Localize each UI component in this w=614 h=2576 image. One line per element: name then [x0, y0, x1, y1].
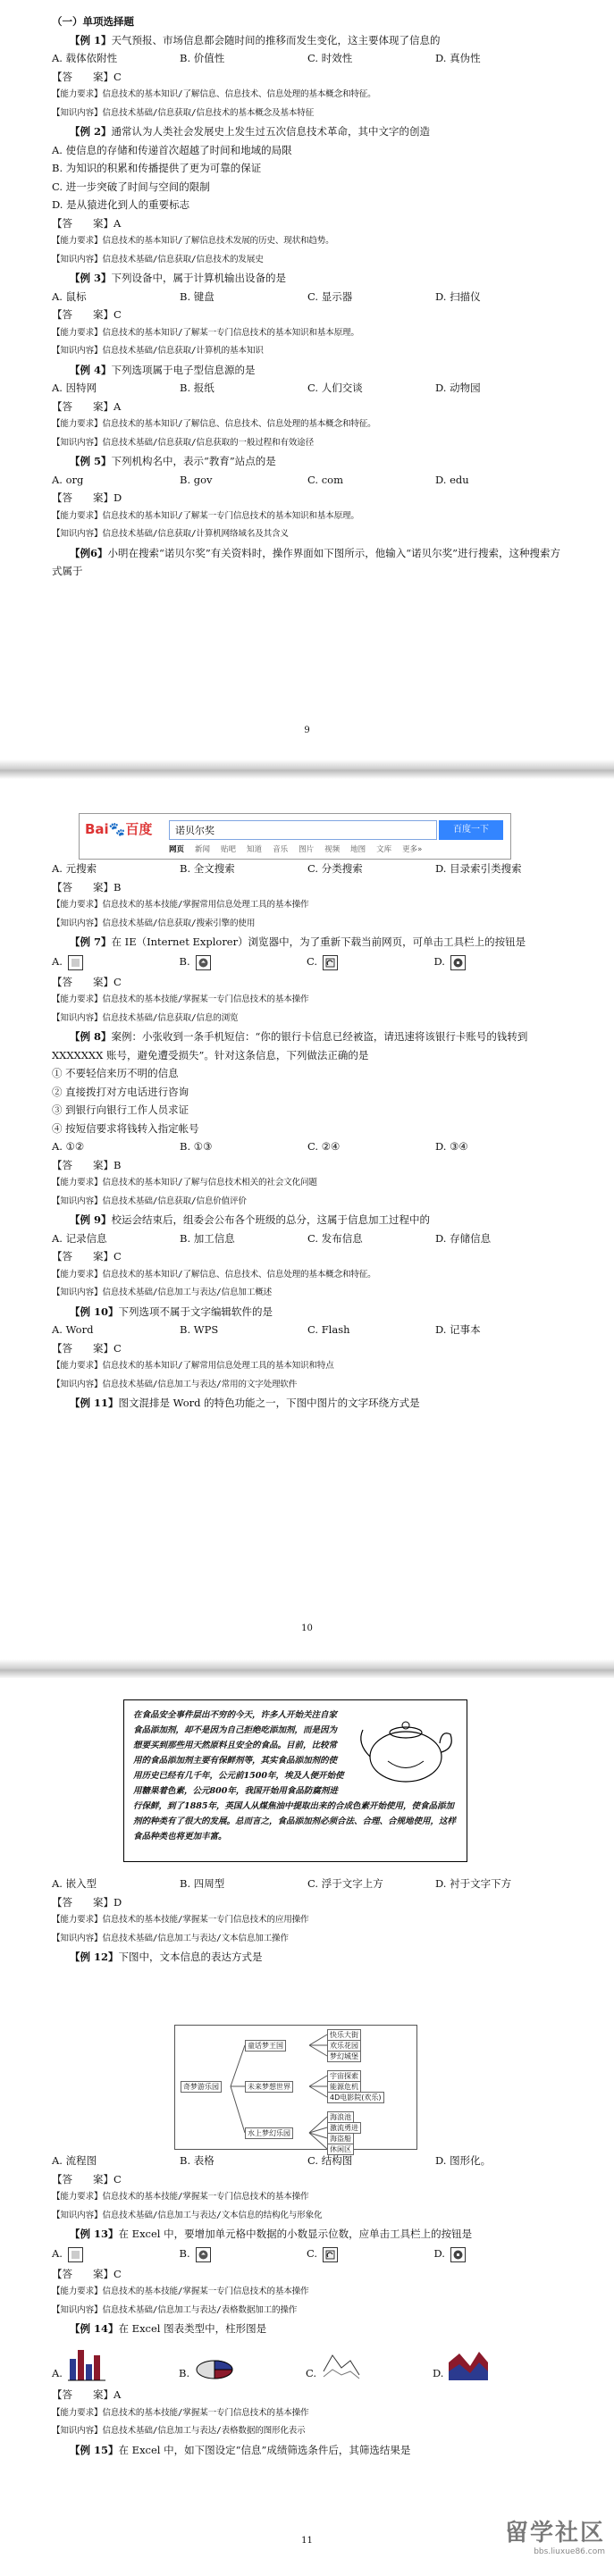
search-tab-6[interactable]: 视频: [324, 845, 341, 854]
question-text: 案例：小张收到一条手机短信：“你的银行卡信息已经被盗，请迅速将该银行卡账号的钱转到 XXXXXXX 账号，避免遭受损失”。针对这条信息，下列做法正确的是: [52, 1030, 528, 1061]
explanation-line: 【能力要求】信息技术的基本知识/了解某一专门信息技术的基本知识和基本原理。: [52, 327, 359, 338]
question-text: 通常认为人类社会发展史上发生过五次信息技术革命，其中文字的创造: [111, 125, 431, 138]
search-tab-4[interactable]: 音乐: [273, 845, 289, 854]
toolbar-button-icon: [196, 2247, 211, 2262]
option-row: [52, 1137, 561, 1156]
option-label: B.: [179, 2247, 190, 2261]
search-tab-7[interactable]: 地图: [350, 845, 366, 854]
search-tab-1[interactable]: 新闻: [195, 845, 211, 854]
text-line: B. 为知识的积累和传播提供了更为可靠的保证: [52, 162, 262, 174]
option-item: D. 存储信息: [435, 1231, 492, 1245]
question-stem: [52, 31, 561, 50]
explanation-line: 【能力要求】信息技术的基本知识/了解与信息技术相关的社会文化问题: [52, 1178, 317, 1187]
sample-paragraph: 在食品安全事件层出不穷的今天，许多人开始关注自家食品添加剂，却不是因为自己拒绝吃添加剂，而是因为想要买到那些用天然原料且安全的食品。目前，比较常用的食品添加剂主要有保鲜剂等，其实食品添加剂的使用历史已经有几千年，公元前1500年，埃及人便开始使用糖果着色素，公元800年，我国开始用食品防腐剂进行保鲜，到了1885年，英国人从煤焦油中提取出来的合成色素开始使用，使食品添加剂的种类有了很大的发展。总而言之，食品添加剂必须合法、合理、合规地使用，这样食品种类也将更加丰富。: [133, 1710, 457, 1842]
toolbar-button-icon: [68, 2247, 83, 2262]
question-number: 【例 3】: [70, 272, 112, 284]
page-11-content-a: [52, 1875, 561, 1967]
explanation-line: 【知识内容】信息技术基础/信息加工与表达/表格数据的图形化表示: [52, 2426, 306, 2436]
question-stem: [52, 1028, 561, 1064]
search-button[interactable]: 百度一下: [439, 820, 503, 840]
question-number: 【例 8】: [70, 1030, 112, 1043]
option-item: C. 人们交谈: [307, 382, 363, 394]
option-item: D. 真伪性: [435, 52, 481, 64]
option-row: [52, 49, 561, 68]
explanation-line: 【知识内容】信息技术基础/信息获取/搜索引擎的使用: [52, 918, 256, 928]
question-text: 下列机构名中，表示“教育”站点的是: [111, 455, 276, 467]
mindmap-figure: [174, 2025, 417, 2153]
text-line: ③ 到银行向银行工作人员求证: [52, 1103, 189, 1116]
pie-chart-icon: [193, 2352, 236, 2382]
option-item: C. Flash: [307, 1323, 350, 1336]
explanation-line: 【知识内容】信息技术基础/信息获取/计算机的基本知识: [52, 346, 264, 356]
text-line: 【答 案】D: [52, 1895, 122, 1909]
option-label: C.: [307, 2247, 318, 2261]
explanation-line: 【知识内容】信息技术基础/信息加工与表达/信息加工概述: [52, 1288, 272, 1297]
text-line: 【答 案】B: [52, 1158, 122, 1171]
question-text: 下列设备中，属于计算机输出设备的是: [111, 272, 287, 284]
option-row: [52, 471, 561, 490]
question-text: 下列选项属于电子型信息源的是: [111, 363, 256, 376]
option-item: A. 元搜索: [52, 862, 97, 875]
option-item: B. ①③: [180, 1140, 213, 1153]
question-stem: [52, 452, 561, 471]
option-item: B. 报纸: [180, 382, 214, 394]
mindmap-leaf: 能源危机: [327, 2081, 361, 2093]
page-number: 11: [301, 2536, 313, 2546]
page-11-content-b: [52, 2152, 561, 2338]
mindmap-branch: 水上梦幻乐园: [245, 2127, 293, 2139]
option-item: D. 衬于文字下方: [435, 1877, 512, 1890]
option-item: A. Word: [52, 1323, 94, 1336]
explanation-line: 【能力要求】信息技术的基本技能/掌握某一专门信息技术的应用操作: [52, 1915, 309, 1925]
option-label: A.: [52, 955, 63, 969]
option-item: B. 四周型: [180, 1877, 225, 1890]
page-11: [0, 1678, 614, 2576]
mindmap-branch: 未来梦想世界: [245, 2081, 293, 2093]
option-label: D.: [433, 2247, 445, 2261]
page-separator: [0, 759, 614, 779]
text-line: ④ 按短信要求将钱转入指定帐号: [52, 1121, 199, 1135]
option-label: C.: [306, 2366, 317, 2379]
explanation-line: 【知识内容】信息技术基础/信息加工与表达/文本信息的结构化与形象化: [52, 2210, 323, 2220]
question-text: 在 Excel 中，如下图设定“信息”成绩筛选条件后，其筛选结果是: [118, 2443, 411, 2456]
text-line: ① 不要轻信来历不明的信息: [52, 1067, 179, 1079]
question-number: 【例 12】: [70, 1951, 119, 1963]
option-item: D. 目录索引类搜索: [435, 862, 522, 875]
explanation-line: 【知识内容】信息技术基础/信息获取/信息价值评价: [52, 1196, 247, 1206]
page-separator: [0, 1659, 614, 1679]
option-row: [52, 1229, 561, 1248]
option-label: A.: [52, 2366, 63, 2379]
question-text: 小明在搜索“诺贝尔奖”有关资料时，操作界面如下图所示，他输入“诺贝尔奖”进行搜索，这种搜索方式属于: [52, 546, 561, 577]
explanation-line: 【知识内容】信息技术基础/信息获取/信息的浏览: [52, 1012, 239, 1023]
question-number: 【例 4】: [70, 363, 112, 376]
mindmap-leaf: 海浪池: [327, 2111, 354, 2123]
search-tab-3[interactable]: 知道: [247, 845, 263, 854]
option-item: D. 图形化。: [435, 2154, 492, 2167]
option-item: [52, 952, 180, 971]
question-number: 【例 15】: [70, 2443, 119, 2456]
baidu-logo: Bai🐾百度: [85, 821, 153, 837]
mindmap-leaf: 激流勇进: [327, 2122, 361, 2134]
chart-option-d: [433, 2345, 559, 2382]
question-stem: [52, 269, 561, 288]
option-item: [180, 952, 307, 971]
text-line: 【答 案】C: [52, 308, 122, 321]
toolbar-button-icon: [450, 2247, 466, 2262]
page-10: [0, 779, 614, 1659]
line-chart-icon: [320, 2345, 363, 2382]
question-number: 【例 5】: [70, 455, 112, 467]
question-number: 【例 14】: [70, 2322, 119, 2335]
option-item: B. 价值性: [180, 52, 225, 64]
search-tab-2[interactable]: 贴吧: [221, 845, 237, 854]
mindmap-leaf: 快乐大街: [327, 2029, 361, 2041]
toolbar-button-icon: [323, 2247, 338, 2262]
icon-option-row: [52, 2244, 561, 2265]
option-item: C. 结构图: [307, 2154, 353, 2167]
logo-text-c: 百度: [125, 821, 153, 837]
text-line: 【答 案】A: [52, 2388, 122, 2401]
option-item: A. 流程图: [52, 2154, 97, 2167]
mindmap-leaf: 梦幻城堡: [327, 2051, 361, 2062]
explanation-line: 【能力要求】信息技术的基本知识/了解信息、信息技术、信息处理的基本概念和特征。: [52, 1269, 376, 1280]
question-number: 【例 1】: [70, 33, 112, 46]
area-chart-icon: [447, 2345, 490, 2382]
text-line: D. 是从猿进化到人的重要标志: [52, 198, 190, 211]
option-item: D. 动物园: [435, 382, 481, 394]
question-text: 校运会结束后，组委会公布各个班级的总分，这属于信息加工过程中的: [111, 1213, 431, 1226]
question-stem: [52, 1394, 561, 1413]
text-line: 【答 案】C: [52, 1250, 122, 1263]
question-stem: [52, 544, 561, 581]
option-item: A. org: [52, 473, 84, 486]
page-number: 10: [301, 1624, 313, 1633]
option-item: A. 嵌入型: [52, 1877, 97, 1890]
question-number: 【例 9】: [70, 1213, 112, 1226]
question-text: 天气预报、市场信息都会随时间的推移而发生变化，这主要体现了信息的: [111, 33, 441, 46]
option-label: B.: [179, 955, 190, 969]
explanation-line: 【知识内容】信息技术基础/信息获取/信息技术的发展史: [52, 254, 264, 264]
option-item: D. edu: [435, 473, 469, 486]
mindmap-leaf: 海盗船: [327, 2133, 354, 2144]
search-tab-8[interactable]: 文库: [376, 845, 392, 854]
mindmap-leaf: 4D电影院(欢乐): [327, 2092, 384, 2103]
chart-option-a: [52, 2345, 179, 2382]
option-item: [307, 2245, 434, 2263]
site-watermark: [505, 2514, 605, 2556]
question-text: 下列选项不属于文字编辑软件的是: [118, 1305, 273, 1318]
text-line: 【答 案】C: [52, 70, 122, 83]
search-input[interactable]: 诺贝尔奖: [169, 820, 437, 840]
option-item: A. 因特网: [52, 382, 97, 394]
explanation-line: 【知识内容】信息技术基础/信息获取/信息获取的一般过程和有效途径: [52, 437, 314, 448]
option-item: C. 分类搜索: [307, 862, 363, 875]
toolbar-button-icon: [196, 955, 211, 970]
explanation-line: 【知识内容】信息技术基础/信息加工与表达/常用的文字处理软件: [52, 1379, 298, 1389]
text-line: 【答 案】C: [52, 2172, 122, 2186]
question-stem: [52, 361, 561, 380]
search-tab-5[interactable]: 图片: [299, 845, 315, 854]
chart-options: [52, 2336, 561, 2382]
page-10-content: [52, 860, 561, 1413]
option-label: D.: [433, 2366, 444, 2379]
question-number: 【例6】: [70, 546, 108, 559]
mindmap-root: 奇梦游乐园: [181, 2081, 222, 2093]
explanation-line: 【能力要求】信息技术的基本知识/了解信息、信息技术、信息处理的基本概念和特征。: [52, 419, 376, 429]
option-item: [434, 2245, 562, 2263]
watermark-url: bbs.liuxue86.com: [534, 2547, 605, 2556]
text-line: C. 进一步突破了时间与空间的限制: [52, 180, 210, 193]
text-wrap-sample: [123, 1699, 467, 1862]
toolbar-button-icon: [323, 955, 338, 970]
explanation-line: 【能力要求】信息技术的基本知识/了解信息技术发展的历史、现状和趋势。: [52, 236, 334, 246]
text-line: A. 使信息的存储和传递首次超越了时间和地域的局限: [52, 143, 292, 156]
question-stem: [52, 122, 561, 141]
option-item: [180, 2245, 307, 2263]
option-item: B. gov: [180, 473, 213, 486]
option-item: C. 发布信息: [307, 1231, 363, 1245]
question-number: 【例 2】: [70, 125, 112, 138]
teapot-illustration: [352, 1708, 458, 1788]
question-stem: [52, 2225, 561, 2244]
mindmap-leaf: 休闲区: [327, 2144, 354, 2155]
toolbar-button-icon: [68, 955, 83, 970]
text-line: 【答 案】C: [52, 975, 122, 988]
option-label: A.: [52, 2247, 63, 2261]
option-item: D. 记事本: [435, 1323, 481, 1336]
option-item: C. com: [307, 473, 343, 486]
page-11-content-c: [52, 2386, 561, 2459]
option-item: B. 加工信息: [180, 1231, 235, 1245]
option-item: [52, 2245, 180, 2263]
question-text: 下图中，文本信息的表达方式是: [118, 1951, 263, 1963]
option-row: [52, 1321, 561, 1339]
page-9-content: [52, 13, 561, 581]
search-tabs: [169, 843, 433, 854]
question-number: 【例 10】: [70, 1305, 119, 1318]
option-row: [52, 288, 561, 306]
question-number: 【例 7】: [70, 936, 112, 948]
question-number: 【例 13】: [70, 2228, 119, 2240]
explanation-line: 【知识内容】信息技术基础/信息加工与表达/表格数据加工的操作: [52, 2304, 298, 2315]
toolbar-button-icon: [450, 955, 466, 970]
explanation-line: 【能力要求】信息技术的基本技能/掌握某一专门信息技术的基本操作: [52, 2287, 309, 2296]
question-stem: [52, 1211, 561, 1229]
option-item: B. 键盘: [180, 289, 214, 303]
option-item: C. 时效性: [307, 52, 353, 64]
column-chart-icon: [66, 2345, 109, 2382]
question-number: 【例 11】: [70, 1397, 119, 1409]
option-item: C. 显示器: [307, 289, 353, 303]
text-line: ② 直接拨打对方电话进行咨询: [52, 1085, 189, 1098]
mindmap-leaf: 欢乐花园: [327, 2040, 361, 2052]
option-label: C.: [307, 955, 318, 969]
explanation-line: 【能力要求】信息技术的基本技能/掌握某一专门信息技术的基本操作: [52, 2407, 309, 2418]
option-item: B. WPS: [180, 1323, 219, 1336]
chart-option-b: [179, 2352, 306, 2382]
search-tab-9[interactable]: 更多»: [402, 845, 423, 854]
explanation-line: 【能力要求】信息技术的基本技能/掌握常用信息处理工具的基本操作: [52, 900, 309, 910]
text-line: 【答 案】A: [52, 399, 122, 413]
option-item: C. 浮于文字上方: [307, 1877, 383, 1890]
text-line: 【答 案】C: [52, 2267, 122, 2280]
option-label: D.: [433, 955, 445, 969]
text-line: 【答 案】B: [52, 880, 122, 894]
option-item: D. 扫描仪: [435, 289, 481, 303]
option-item: A. ①②: [52, 1140, 85, 1153]
explanation-line: 【知识内容】信息技术基础/信息获取/计算机网络域名及其含义: [52, 529, 289, 539]
option-item: A. 记录信息: [52, 1231, 107, 1245]
mindmap-branch: 童话梦王国: [245, 2040, 286, 2052]
explanation-line: 【能力要求】信息技术的基本技能/掌握某一专门信息技术的基本操作: [52, 2192, 309, 2202]
option-label: B.: [179, 2366, 190, 2379]
option-row: [52, 2152, 561, 2170]
explanation-line: 【能力要求】信息技术的基本知识/了解常用信息处理工具的基本知识和特点: [52, 1361, 334, 1371]
chart-option-c: [306, 2345, 433, 2382]
option-item: A. 载体依附性: [52, 52, 118, 64]
question-text: 图文混排是 Word 的特色功能之一，下图中图片的文字环绕方式是: [118, 1397, 420, 1409]
explanation-line: 【知识内容】信息技术基础/信息获取/信息技术的基本概念及基本特征: [52, 107, 314, 118]
option-item: D. ③④: [435, 1140, 468, 1153]
option-item: [434, 952, 562, 971]
option-item: B. 全文搜索: [180, 862, 235, 875]
option-row: [52, 379, 561, 398]
question-text: 在 IE（Internet Explorer）浏览器中，为了重新下载当前网页，可单击工具栏上的按钮是: [111, 936, 526, 948]
option-item: C. ②④: [307, 1140, 341, 1153]
option-row: [52, 860, 561, 878]
option-item: [307, 952, 434, 971]
icon-option-row: [52, 952, 561, 973]
page-number: 9: [304, 726, 310, 735]
mindmap-leaf: 宇宙探索: [327, 2070, 361, 2082]
question-stem: [52, 933, 561, 952]
explanation-line: 【能力要求】信息技术的基本知识/了解某一专门信息技术的基本知识和基本原理。: [52, 510, 359, 521]
question-stem: [52, 1948, 561, 1967]
option-row: [52, 1875, 561, 1893]
search-tab-0[interactable]: 网页: [169, 845, 185, 854]
option-item: B. 表格: [180, 2154, 214, 2167]
page-9: [0, 0, 614, 759]
explanation-line: 【能力要求】信息技术的基本技能/掌握某一专门信息技术的基本操作: [52, 994, 309, 1004]
logo-text-a: Bai: [85, 821, 109, 837]
question-stem: [52, 2441, 561, 2460]
question-stem: [52, 1303, 561, 1322]
text-line: 【答 案】C: [52, 1341, 122, 1355]
option-item: A. 鼠标: [52, 289, 87, 303]
explanation-line: 【能力要求】信息技术的基本知识/了解信息、信息技术、信息处理的基本概念和特征。: [52, 89, 376, 99]
text-line: 【答 案】A: [52, 216, 122, 230]
question-text: 在 Excel 中，要增加单元格中数据的小数显示位数，应单击工具栏上的按钮是: [118, 2228, 473, 2240]
explanation-line: 【知识内容】信息技术基础/信息加工与表达/文本信息加工操作: [52, 1933, 289, 1943]
text-line: 【答 案】D: [52, 491, 122, 504]
question-text: 在 Excel 图表类型中，柱形图是: [118, 2322, 267, 2335]
watermark-text: 留学社区: [504, 2520, 605, 2547]
search-engine-screenshot: [79, 813, 511, 860]
section-heading: （一）单项选择题: [52, 15, 134, 28]
